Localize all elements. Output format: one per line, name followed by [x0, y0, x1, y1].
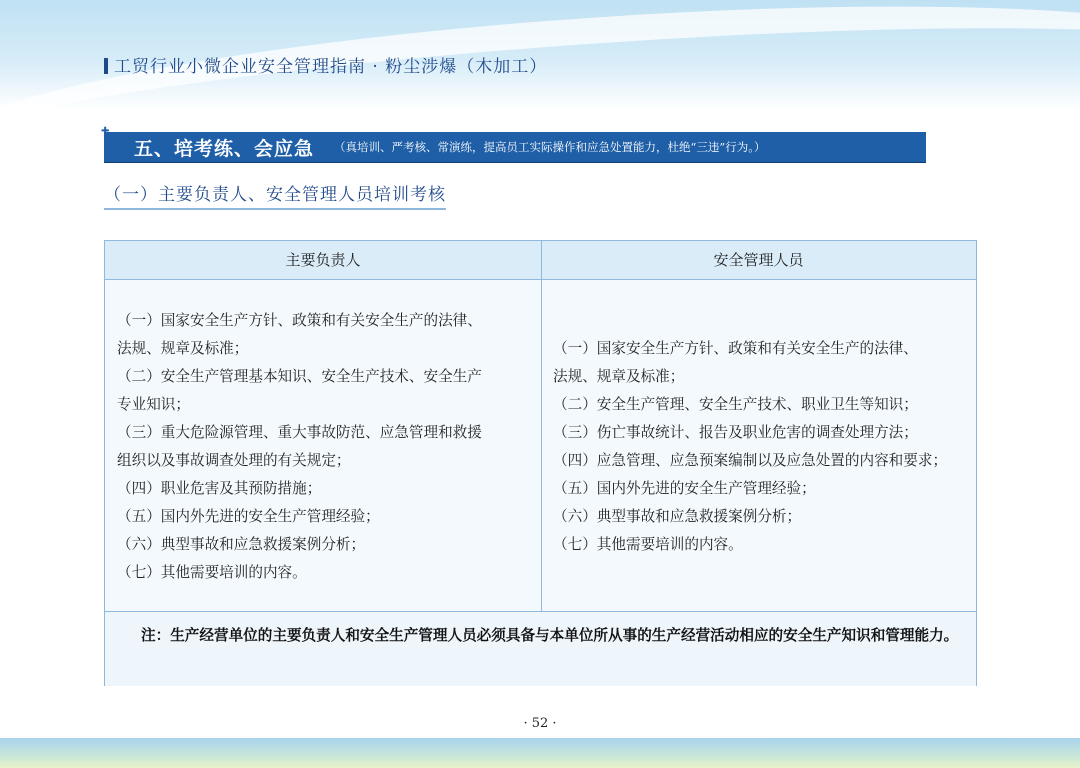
- list-item: 组织以及事故调查处理的有关规定；: [117, 452, 351, 469]
- list-item: （四）应急管理、应急预案编制以及应急处置的内容和要求；: [553, 452, 948, 469]
- list-item: （七）其他需要培训的内容。: [553, 536, 743, 553]
- list-item: （一）国家安全生产方针、政策和有关安全生产的法律、: [117, 312, 482, 329]
- list-item: （三）伤亡事故统计、报告及职业危害的调查处理方法；: [553, 424, 918, 441]
- table-note: 注：生产经营单位的主要负责人和安全生产管理人员必须具备与本单位所从事的生产经营活动相应的安全生产知识和管理能力。: [141, 627, 959, 644]
- section-banner: [101, 126, 926, 162]
- list-item: （二）安全生产管理、安全生产技术、职业卫生等知识；: [553, 396, 918, 413]
- document-header: [104, 52, 547, 77]
- table-note-row: [105, 611, 976, 686]
- list-item: （五）国内外先进的安全生产管理经验；: [553, 480, 816, 497]
- document-header-title: 工贸行业小微企业安全管理指南 · 粉尘涉爆（木加工）: [114, 57, 548, 77]
- list-item: （七）其他需要培训的内容。: [117, 564, 307, 581]
- list-item: （六）典型事故和应急救援案例分析；: [553, 508, 802, 525]
- list-item: （四）职业危害及其预防措施；: [117, 480, 322, 497]
- list-item: 专业知识；: [117, 396, 190, 413]
- list-item: （二）安全生产管理基本知识、安全生产技术、安全生产: [117, 368, 482, 385]
- page-number: · 52 ·: [523, 716, 557, 731]
- list-item: （五）国内外先进的安全生产管理经验；: [117, 508, 380, 525]
- safety-manager-training-list: [553, 335, 973, 559]
- list-item: 法规、规章及标准；: [553, 368, 685, 385]
- training-table: [104, 240, 977, 686]
- list-item: （六）典型事故和应急救援案例分析；: [117, 536, 366, 553]
- section-subtitle: （真培训、严考核、常演练，提高员工实际操作和应急处置能力，杜绝“三违”行为。）: [334, 140, 766, 154]
- column-header-safety-manager: 安全管理人员: [713, 251, 804, 269]
- section-title: 五、培考练、会应急: [134, 137, 315, 160]
- footer-band: [0, 738, 1080, 768]
- column-divider: [541, 241, 542, 611]
- column-header-principal: 主要负责人: [285, 251, 361, 269]
- subsection-title: （一）主要负责人、安全管理人员培训考核: [104, 180, 446, 210]
- list-item: 法规、规章及标准；: [117, 340, 249, 357]
- plus-mark-icon: ✚: [101, 126, 110, 137]
- list-item: （三）重大危险源管理、重大事故防范、应急管理和救援: [117, 424, 482, 441]
- principal-training-list: [117, 307, 535, 587]
- header-bar-icon: [104, 58, 108, 74]
- list-item: （一）国家安全生产方针、政策和有关安全生产的法律、: [553, 340, 918, 357]
